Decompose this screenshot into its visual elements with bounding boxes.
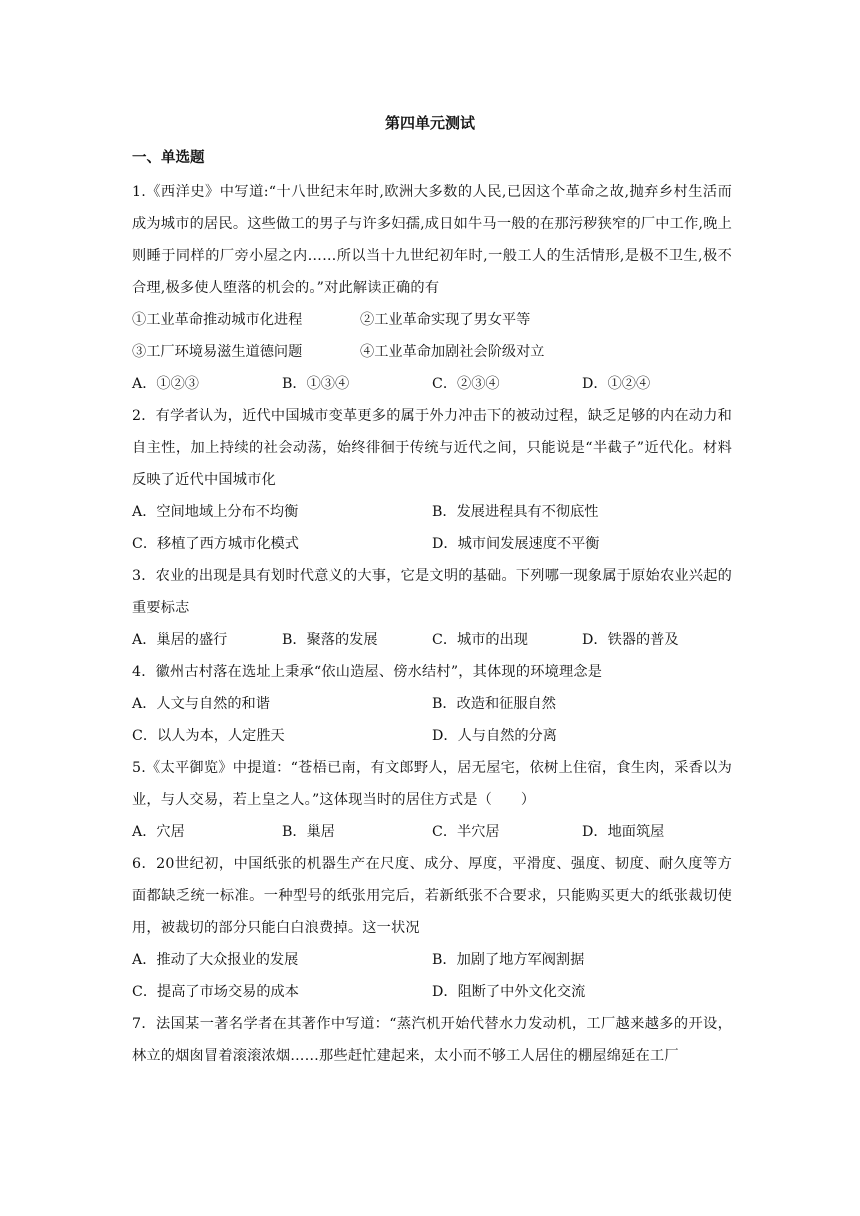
option-d: D．阻断了中外文化交流: [432, 984, 586, 1000]
option-c: C．移植了西方城市化模式: [132, 536, 299, 552]
question-list: [132, 176, 732, 1072]
question-6-options: [132, 944, 732, 1008]
page-title: 第四单元测试: [384, 114, 475, 132]
question-3-stem: 3．农业的出现是具有划时代意义的大事，它是文明的基础。下列哪一现象属于原始农业兴起的重要标志: [132, 568, 732, 616]
option-c: C．提高了市场交易的成本: [132, 984, 299, 1000]
question-5-stem: 5.《太平御览》中提道：“苍梧已南，有文郎野人，居无屋宅，依树上住宿，食生肉，采香以为业，与人交易，若上皇之人。”这体现当时的居住方式是（ ）: [132, 760, 732, 808]
option-a: A．穴居: [132, 824, 185, 840]
statement: ④工业革命加剧社会阶级对立: [360, 344, 545, 360]
statement: ③工厂环境易滋生道德问题: [132, 344, 303, 360]
option-a: A．人文与自然的和谐: [132, 696, 270, 712]
option-a: A．推动了大众报业的发展: [132, 952, 299, 968]
question-1-statements: [132, 304, 732, 368]
option-a: A．①②③: [132, 376, 199, 392]
statement: ①工业革命推动城市化进程: [132, 312, 303, 328]
option-b: B．巢居: [282, 824, 335, 840]
statement: ②工业革命实现了男女平等: [360, 312, 531, 328]
option-a: A．巢居的盛行: [132, 632, 228, 648]
option-c: C．以人为本，人定胜天: [132, 728, 285, 744]
option-d: D．铁器的普及: [582, 632, 679, 648]
question-1-stem: 1.《西洋史》中写道:“十八世纪末年时,欧洲大多数的人民,已因这个革命之故,抛弃乡村生活而成为城市的居民。这些做工的男子与许多妇孺,成日如牛马一般的在那污秽狭窄的厂中工作,晚上则睡于同样的厂旁小屋之内……所以当十九世纪初年时,一般工人的生活情形,是极不卫生,极不合理,极多使人堕落的机会的。”对此解读正确的有: [132, 184, 732, 296]
question-3-options: [132, 624, 732, 656]
option-d: D．地面筑屋: [582, 824, 665, 840]
question-4-options: [132, 688, 732, 752]
option-d: D．城市间发展速度不平衡: [432, 536, 600, 552]
option-a: A．空间地域上分布不均衡: [132, 504, 299, 520]
question-1-options: [132, 368, 732, 400]
question-2-options: [132, 496, 732, 560]
option-d: D．①②④: [582, 376, 651, 392]
question-4-stem: 4．徽州古村落在选址上秉承“依山造屋、傍水结村”，其体现的环境理念是: [132, 664, 603, 680]
option-b: B．①③④: [282, 376, 350, 392]
option-c: C．城市的出现: [432, 632, 528, 648]
option-c: C．半穴居: [432, 824, 500, 840]
option-b: B．改造和征服自然: [432, 696, 556, 712]
question-6-stem: 6．20世纪初，中国纸张的机器生产在尺度、成分、厚度，平滑度、强度、韧度、耐久度等方面都缺乏统一标准。一种型号的纸张用完后，若新纸张不合要求，只能购买更大的纸张裁切使用，被裁切的部分只能白白浪费掉。这一状况: [132, 856, 732, 936]
option-b: B．发展进程具有不彻底性: [432, 504, 599, 520]
question-5-options: [132, 816, 732, 848]
option-b: B．加剧了地方军阀割据: [432, 952, 585, 968]
question-7-stem: 7．法国某一著名学者在其著作中写道：“蒸汽机开始代替水力发动机，工厂越来越多的开设，林立的烟囱冒着滚滚浓烟……那些赶忙建起来，太小而不够工人居住的棚屋绵延在工厂: [132, 1016, 732, 1064]
question-2-stem: 2．有学者认为，近代中国城市变革更多的属于外力冲击下的被动过程，缺乏足够的内在动力和自主性，加上持续的社会动荡，始终徘徊于传统与近代之间，只能说是“半截子”近代化。材料反映了近代中国城市化: [132, 408, 732, 488]
option-c: C．②③④: [432, 376, 500, 392]
section-heading: 一、单选题: [132, 150, 205, 166]
option-b: B．聚落的发展: [282, 632, 378, 648]
option-d: D．人与自然的分离: [432, 728, 557, 744]
